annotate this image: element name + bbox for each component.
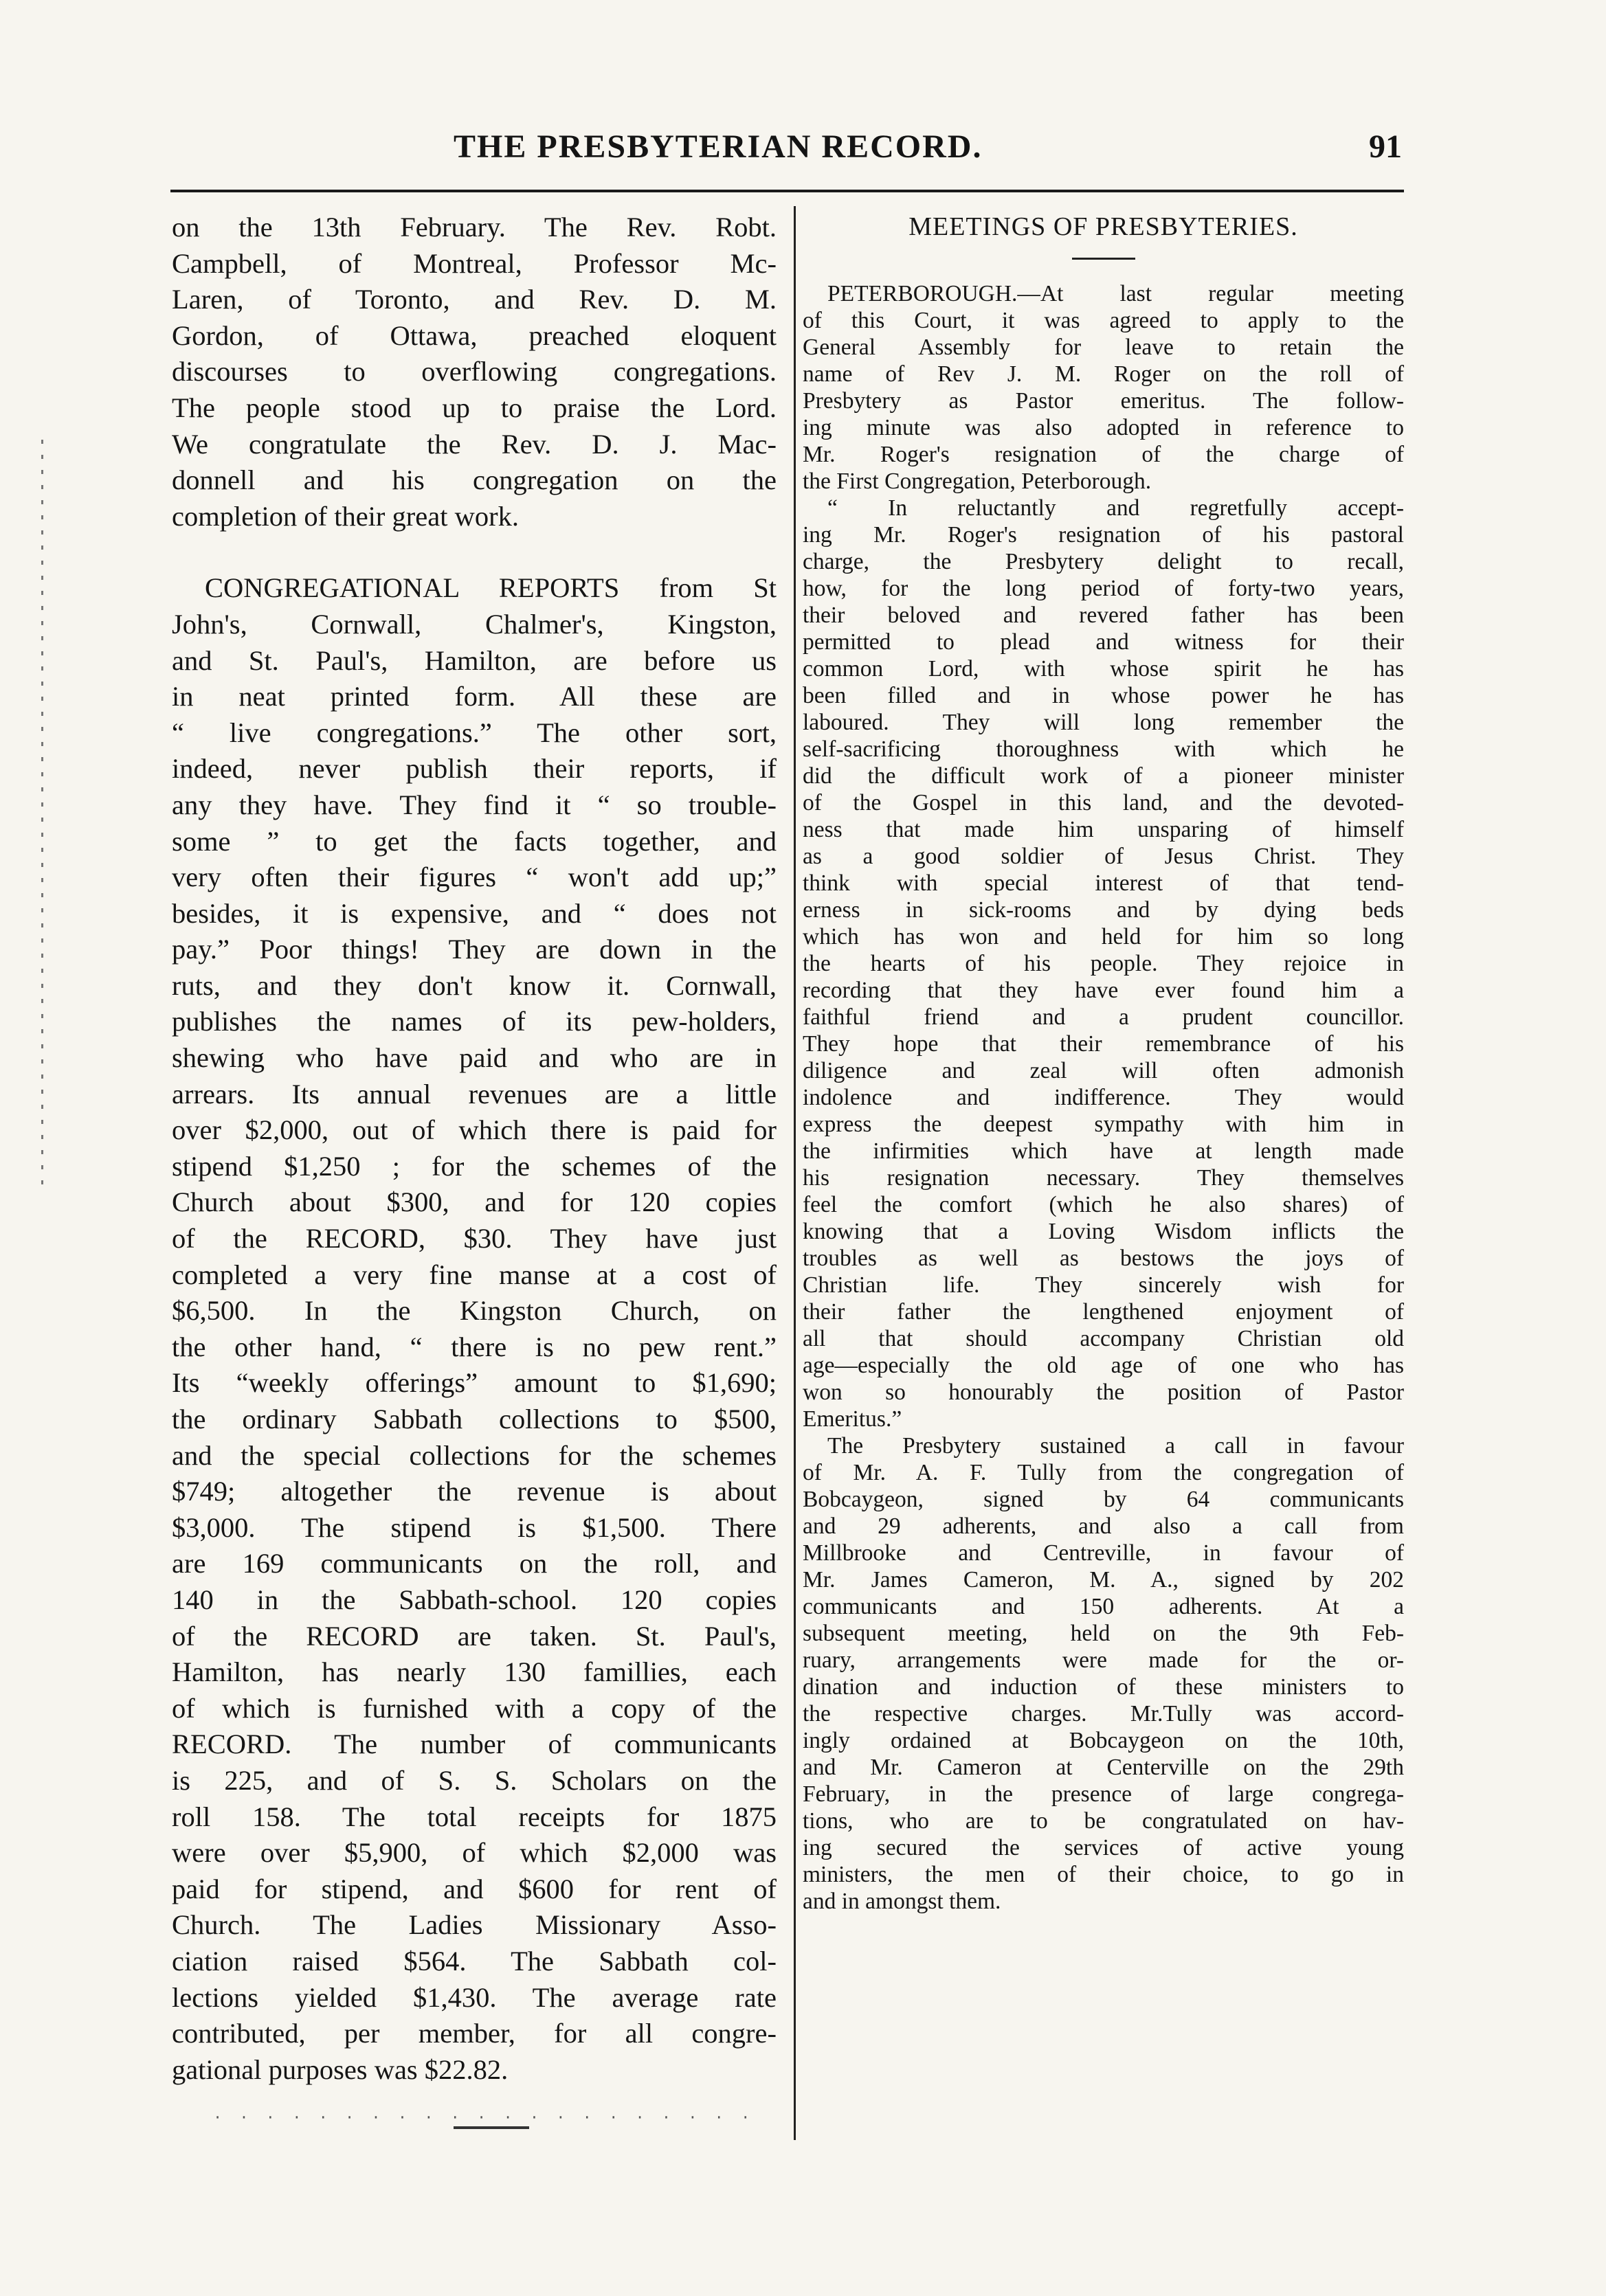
text-line: ruary, arrangements were made for the or-: [803, 1647, 1404, 1673]
text-line: dination and induction of these ministers to: [803, 1674, 1404, 1700]
text-line: the ordinary Sabbath collections to $500,: [172, 1404, 777, 1434]
text-line: name of Rev J. M. Roger on the roll of: [803, 361, 1404, 387]
text-line: over $2,000, out of which there is paid for: [172, 1114, 777, 1146]
text-line: RECORD. The number of communicants: [172, 1729, 777, 1760]
text-line: is 225, and of S. S. Scholars on the: [172, 1764, 777, 1796]
text-line: indolence and indifference. They would: [803, 1085, 1404, 1110]
text-line: Gordon, of Ottawa, preached eloquent: [172, 319, 777, 351]
text-line: $3,000. The stipend is $1,500. There: [172, 1511, 777, 1543]
text-line: think with special interest of that tend-: [803, 870, 1404, 896]
text-line: Mr. James Cameron, M. A., signed by 202: [803, 1567, 1404, 1592]
text-line: self-sacrificing thoroughness with which he: [803, 736, 1404, 762]
text-line: all that should accompany Christian old: [803, 1326, 1404, 1351]
text-line: indeed, never publish their reports, if: [172, 753, 777, 785]
text-line: $749; altogether the revenue is about: [172, 1476, 777, 1507]
text-line: ing Mr. Roger's resignation of his pastoral: [803, 522, 1404, 548]
text-line: which has won and held for him so long: [803, 924, 1404, 949]
text-line: Its “weekly offerings” amount to $1,690;: [172, 1367, 777, 1399]
page-number: 91: [1369, 128, 1402, 165]
text-line: ing minute was also adopted in reference to: [803, 415, 1404, 440]
text-line: express the deepest sympathy with him in: [803, 1112, 1404, 1137]
text-line: Emeritus.”: [803, 1406, 902, 1432]
text-line: any they have. They find it “ so trouble-: [172, 789, 777, 820]
text-line: stipend $1,250 ; for the schemes of the: [172, 1150, 777, 1182]
text-line: recording that they have ever found him a: [803, 978, 1404, 1003]
text-line: the other hand, “ there is no pew rent.”: [172, 1331, 777, 1362]
text-line: very often their figures “ won't add up;”: [172, 862, 777, 893]
text-line: Christian life. They sincerely wish for: [803, 1272, 1404, 1298]
text-line: and St. Paul's, Hamilton, are before us: [172, 644, 777, 676]
section-rule: [1072, 258, 1135, 260]
text-line: the hearts of his people. They rejoice in: [803, 951, 1404, 976]
text-line: the First Congregation, Peterborough.: [803, 469, 1152, 494]
text-line: $6,500. In the Kingston Church, on: [172, 1295, 777, 1327]
text-line: discourses to overflowing congregations.: [172, 356, 777, 387]
text-line: common Lord, with whose spirit he has: [803, 656, 1404, 682]
text-line: and 29 adherents, and also a call from: [803, 1513, 1404, 1539]
text-line: Bobcaygeon, signed by 64 communicants: [803, 1487, 1404, 1512]
text-line: of the RECORD are taken. St. Paul's,: [172, 1620, 777, 1652]
text-line: were over $5,900, of which $2,000 was: [172, 1837, 777, 1869]
text-line: Presbytery as Pastor emeritus. The follow-: [803, 388, 1404, 414]
text-line: Mr. Roger's resignation of the charge of: [803, 442, 1404, 467]
text-line: of Mr. A. F. Tully from the congregation of: [803, 1460, 1404, 1485]
paragraph-lead-line: The Presbytery sustained a call in favour: [827, 1433, 1404, 1459]
text-line: publishes the names of its pew-holders,: [172, 1006, 777, 1037]
text-line: Church about $300, and for 120 copies: [172, 1186, 777, 1218]
footer-ornament-dots: · · · · · · · · · · · · · · · · · · · · ·: [213, 2109, 755, 2126]
footer-ornament-rule: [454, 2126, 529, 2129]
text-line: ruts, and they don't know it. Cornwall,: [172, 969, 777, 1001]
text-line: ministers, the men of their choice, to go in: [803, 1862, 1404, 1887]
text-line: his resignation necessary. They themselves: [803, 1165, 1404, 1191]
text-line: on the 13th February. The Rev. Robt.: [172, 212, 777, 243]
text-line: ingly ordained at Bobcaygeon on the 10th,: [803, 1728, 1404, 1753]
text-line: how, for the long period of forty-two years,: [803, 576, 1404, 601]
header-rule: [170, 190, 1404, 192]
text-line: their father the lengthened enjoyment of: [803, 1299, 1404, 1325]
text-line: besides, it is expensive, and “ does not: [172, 897, 777, 929]
text-line: did the difficult work of a pioneer minister: [803, 763, 1404, 789]
text-line: subsequent meeting, held on the 9th Feb-: [803, 1621, 1404, 1646]
text-line: roll 158. The total receipts for 1875: [172, 1801, 777, 1832]
text-line: faithful friend and a prudent councillor.: [803, 1004, 1404, 1030]
text-line: “ live congregations.” The other sort,: [172, 717, 777, 748]
text-line: and Mr. Cameron at Centerville on the 29th: [803, 1755, 1404, 1780]
text-line: lections yielded $1,430. The average rate: [172, 1981, 777, 2013]
text-line: Hamilton, has nearly 130 famillies, each: [172, 1656, 777, 1688]
text-line: completed a very fine manse at a cost of: [172, 1259, 777, 1290]
column-divider: [794, 206, 796, 2140]
text-line: They hope that their remembrance of his: [803, 1031, 1404, 1057]
right-column: [803, 210, 1404, 1915]
text-line: contributed, per member, for all congre-: [172, 2018, 777, 2049]
paragraph-lead-line: CONGREGATIONAL REPORTS from St: [205, 572, 777, 604]
text-line: charge, the Presbytery delight to recall,: [803, 549, 1404, 574]
text-line: some ” to get the facts together, and: [172, 825, 777, 857]
text-line: of the Gospel in this land, and the devoted-: [803, 790, 1404, 815]
text-line: knowing that a Loving Wisdom inflicts the: [803, 1219, 1404, 1244]
running-head: [172, 125, 1402, 187]
text-line: of this Court, it was agreed to apply to the: [803, 308, 1404, 333]
text-line: paid for stipend, and $600 for rent of: [172, 1873, 777, 1904]
text-line: permitted to plead and witness for their: [803, 629, 1404, 655]
text-line: won so honourably the position of Pastor: [803, 1380, 1404, 1405]
text-line: and the special collections for the schemes: [172, 1439, 777, 1471]
text-line: laboured. They will long remember the: [803, 710, 1404, 735]
text-line: Millbrooke and Centreville, in favour of: [803, 1540, 1404, 1566]
paragraph-lead-line: “ In reluctantly and regretfully accept-: [827, 495, 1404, 521]
text-line: and in amongst them.: [803, 1889, 1001, 1914]
running-title: THE PRESBYTERIAN RECORD.: [454, 128, 983, 165]
text-line: tions, who are to be congratulated on hav-: [803, 1808, 1404, 1834]
paragraph-lead-line: PETERBOROUGH.—At last regular meeting: [827, 281, 1404, 306]
text-line: been filled and in whose power he has: [803, 683, 1404, 708]
text-line: arrears. Its annual revenues are a little: [172, 1078, 777, 1110]
margin-scan-mark: [41, 440, 43, 1195]
text-line: General Assembly for leave to retain the: [803, 335, 1404, 360]
text-line: feel the comfort (which he also shares) of: [803, 1192, 1404, 1217]
paragraph-gap: [172, 534, 777, 570]
text-line: completion of their great work.: [172, 500, 519, 532]
text-line: shewing who have paid and who are in: [172, 1042, 777, 1074]
text-line: troubles as well as bestows the joys of: [803, 1246, 1404, 1271]
text-line: diligence and zeal will often admonish: [803, 1058, 1404, 1083]
text-line: donnell and his congregation on the: [172, 464, 777, 496]
text-line: in neat printed form. All these are: [172, 681, 777, 712]
text-line: the infirmities which have at length made: [803, 1138, 1404, 1164]
section-title: MEETINGS OF PRESBYTERIES.: [908, 212, 1298, 241]
text-line: 140 in the Sabbath-school. 120 copies: [172, 1584, 777, 1615]
text-line: The people stood up to praise the Lord.: [172, 392, 777, 423]
text-line: of the RECORD, $30. They have just: [172, 1223, 777, 1254]
text-line: communicants and 150 adherents. At a: [803, 1594, 1404, 1619]
text-line: gational purposes was $22.82.: [172, 2053, 509, 2085]
text-line: ciation raised $564. The Sabbath col-: [172, 1945, 777, 1977]
text-line: ness that made him unsparing of himself: [803, 817, 1404, 842]
text-line: of which is furnished with a copy of the: [172, 1692, 777, 1724]
text-line: Laren, of Toronto, and Rev. D. M.: [172, 284, 777, 315]
text-line: pay.” Poor things! They are down in the: [172, 934, 777, 965]
text-line: John's, Cornwall, Chalmer's, Kingston,: [172, 608, 777, 640]
text-line: We congratulate the Rev. D. J. Mac-: [172, 428, 777, 460]
text-line: Campbell, of Montreal, Professor Mc-: [172, 247, 777, 279]
left-column: [172, 210, 777, 2088]
text-line: age—especially the old age of one who has: [803, 1353, 1404, 1378]
text-line: erness in sick-rooms and by dying beds: [803, 897, 1404, 923]
text-line: Church. The Ladies Missionary Asso-: [172, 1909, 777, 1941]
text-line: the respective charges. Mr.Tully was accord-: [803, 1701, 1404, 1726]
text-line: their beloved and revered father has been: [803, 603, 1404, 628]
text-line: February, in the presence of large congrega-: [803, 1781, 1404, 1807]
text-line: ing secured the services of active young: [803, 1835, 1404, 1860]
text-line: are 169 communicants on the roll, and: [172, 1548, 777, 1579]
text-line: as a good soldier of Jesus Christ. They: [803, 844, 1404, 869]
